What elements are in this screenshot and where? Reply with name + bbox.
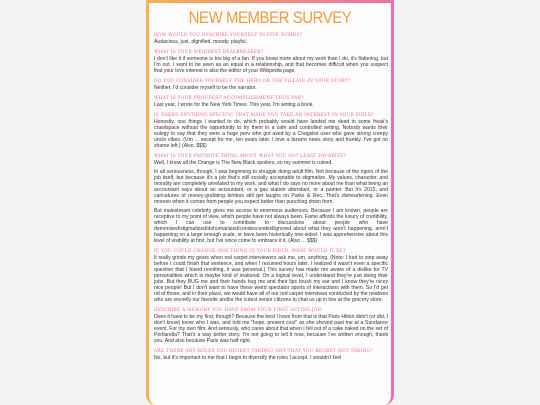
answer-paragraph: Well, I know all the Orange is The New Black spoilers, so my summer is ruined. <box>154 160 333 166</box>
answer-3 <box>154 102 388 108</box>
answer-paragraph: Audacious, just, dignified, moody, playful. <box>154 39 248 45</box>
answer-4 <box>154 119 388 149</box>
question-0: HOW WOULD YOU DESCRIBE YOURSELF IN FIVE WORDS? <box>154 33 303 38</box>
question-7: DESCRIBE A MEMORY YOU HAVE FROM YOUR FIRST ACTING JOB. <box>154 308 323 313</box>
answer-paragraph: Does it have to be my first, though? Because the best I have from that is that Paris Hilton didn't (or did, I don't know) know who I was, and told me "hope, present cool" as she shoved past me at a Sundance event. For my own film. And seriously, who cares about that when I fell out of a cake naked on the set of Portlandia? That's a way better story. I'm not going to tell it now, because I've written enough, thank you. And also because Paris was half right. <box>154 314 388 344</box>
question-6: IF YOU COULD CHANGE ONE THING IN YOUR FIELD, WHAT WOULD IT BE? <box>154 249 346 254</box>
question-8: ARE THERE ANY ROLES YOU REGRET TAKING? ANY THAT YOU REGRET NOT TAKING? <box>154 349 373 354</box>
answer-7 <box>154 314 388 344</box>
answer-6 <box>154 255 388 303</box>
answer-paragraph: Honestly, one things I wanted to do, which probably would have landed me dead in some freak's crawlspace without the opportunity to try them in a safe and controlled setting. Nobody wants their eulogy to say that they were a huge perv who got axed by a Craigslist user who gave strong creepy uncle vibes. (Um ... except for me, ten years later. I love a bizarre news story and frankly, I've got no shame left.) (Also, $$$) <box>154 119 388 149</box>
survey-card <box>146 0 394 405</box>
answer-paragraph: Last year, I wrote for the New York Times. This year, I'm writing a book. <box>154 102 314 108</box>
answer-paragraph: Neither. I'd consider myself to be the narrator. <box>154 85 257 91</box>
survey-content <box>149 33 391 361</box>
answer-5 <box>154 160 388 244</box>
page-title: NEW MEMBER SURVEY <box>188 8 352 27</box>
answer-2 <box>154 85 388 91</box>
answer-1 <box>154 56 388 74</box>
question-3: WHAT IS YOUR PROUDEST ACCOMPLISHMENT THUS FAR? <box>154 96 304 101</box>
question-5: WHAT IS YOUR FAVORITE THING ABOUT WHAT YOU DO? LEAST FAVORITE? <box>154 154 347 159</box>
answer-0 <box>154 39 388 45</box>
answer-paragraph: I don't like it if someone is too big of a fan. If you know more about my work than I do, it's flattering, but I'm out. I want to be seen as an equal in a relationship, and that becomes difficult when you suspect that your love interest is also the editor of your Wikipedia page. <box>154 56 388 74</box>
question-1: WHAT IS YOUR WEIRDEST DEALBREAKER? <box>154 50 264 55</box>
question-4: IS THERE ANYTHING SPECIFIC THAT MADE YOU TAKE AN INTEREST IN YOUR FIELD? <box>154 113 374 118</box>
question-2: DO YOU CONSIDER YOURSELF THE HERO OR THE VILLAIN IN YOUR STORY? <box>154 79 351 84</box>
answer-8 <box>154 355 388 361</box>
answer-paragraph: It really grinds my gears when red carpet interviewers ask me, um, anything. (Note: I had to step away before I could finish that sentence, and when I resumed hours later, I realized it wasn't even a specific question that I found revolting, it was personal.) This survey has made me aware of a dislike for TV personalities which is maybe kind of irrational. On a logical level, I understand they're just doing their jobs. But they BUG me and their hands hug me and their lips brush my ear and I know they're nicey nice people! But I don't want to have these weird spectator sports of interactions with them. So I'd get rid of those, and in their place, we would have all of our red carpet interviews conducted by the relatives who are secretly our favorite and/or the cutest senior citizens to chat us up in line at the grocery store. <box>154 255 388 303</box>
answer-paragraph: But mainstream celebrity gives me access to enormous audiences. Because I am known, people are receptive to my point of view, which people have not always been. Fame affords the luxury of credibility, which I can use to contribute to discussions about people who have demonized/stigmatized/dehumanized/condescended/ignored about what they aren't happening, aren't happening on a large enough scale, or have been historically one-sided. I was apprehensive about this level of visibility at first, but I've since come to embrace it it. (Also ... $$$) <box>154 208 388 244</box>
answer-paragraph: In all seriousness, though, I was beginning to struggle doing adult film. Not because of the rigors of the job itself, but because it's a job that's still socially acceptable to stigmatize. My values, character, and morality are completely unrelated to my work, and what I do says no more about me than what being an accountant says about an accountant, or a gas station attendant, or a painter. But it's 2015, and caricatures of money-grubbing bimbos still get laughs on Parks & Rec. That's disheartening. Even moreso when it comes from people you expect better than punching down from. <box>154 169 388 205</box>
answer-paragraph: No, but it's important to me that I begin to diversify the roles I accept. I wouldn't feel <box>154 355 342 361</box>
